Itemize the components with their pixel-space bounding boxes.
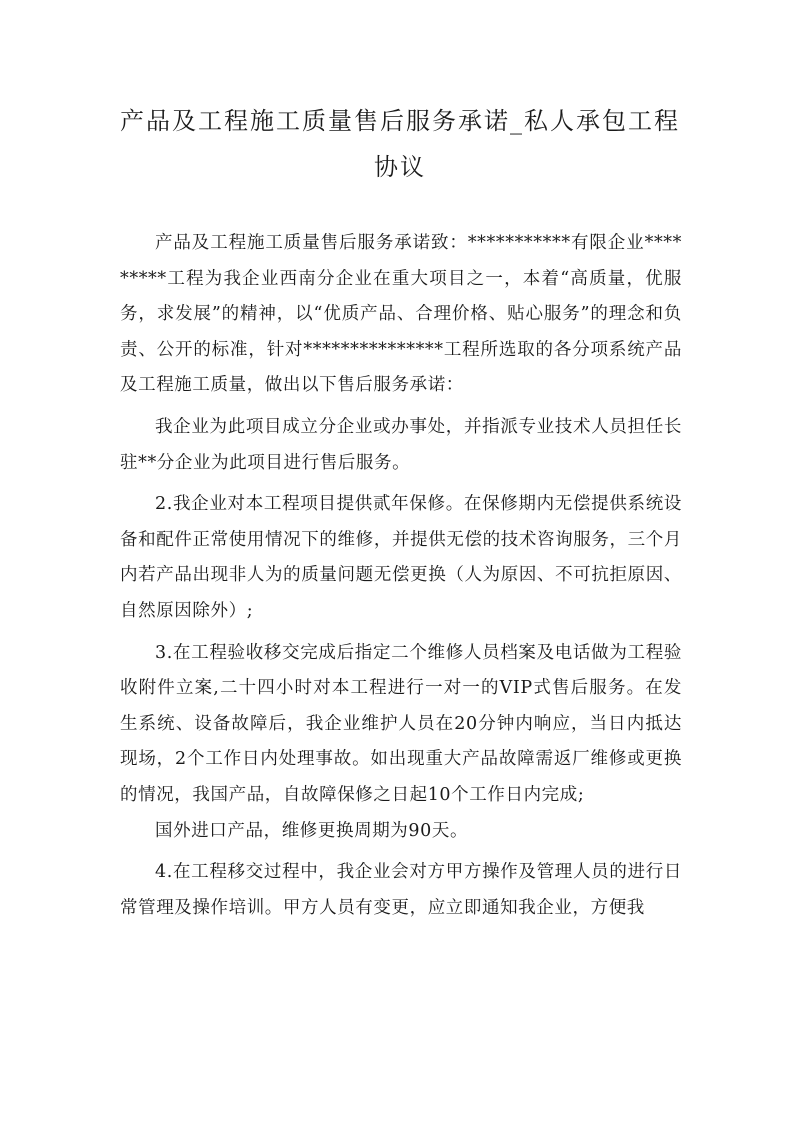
paragraph-2: 2.我企业对本工程项目提供贰年保修。在保修期内无偿提供系统设备和配件正常使用情况下的维修，并提供无偿的技术咨询服务，三个月内若产品出现非人为的质量问题无偿更换（人为原因、不可抗拒原因、自然原因除外）; [120, 494, 682, 621]
document-title: 产品及工程施工质量售后服务承诺_私人承包工程协议 [120, 107, 680, 181]
paragraph-4: 4.在工程移交过程中，我企业会对方甲方操作及管理人员的进行日常管理及操作培训。甲方人员有变更，应立即通知我企业，方便我 [120, 862, 682, 918]
paragraph-intro: 产品及工程施工质量售后服务承诺致：***********有限企业*********工程为我企业西南分企业在重大项目之一，本着“高质量，优服务，求发展”的精神，以“优质产品、合理价格、贴心服务”的理念和负责、公开的标准，针对***************工程所选取的各分项系统产品及工程施工质量，做出以下售后服务承诺： [120, 233, 682, 396]
paragraph-3: 3.在工程验收移交完成后指定二个维修人员档案及电话做为工程验收附件立案,二十四小时对本工程进行一对一的VIP式售后服务。在发生系统、设备故障后，我企业维护人员在20分钟内响应，当日内抵达现场，2个工作日内处理事故。如出现重大产品故障需返厂维修或更换的情况，我国产品，自故障保修之日起10个工作日内完成; [120, 642, 682, 805]
paragraph-3-continued: 国外进口产品，维修更换周期为90天。 [155, 820, 469, 841]
document-body [120, 226, 682, 926]
paragraph-1: 我企业为此项目成立分企业或办事处，并指派专业技术人员担任长驻**分企业为此项目进行售后服务。 [120, 416, 682, 473]
